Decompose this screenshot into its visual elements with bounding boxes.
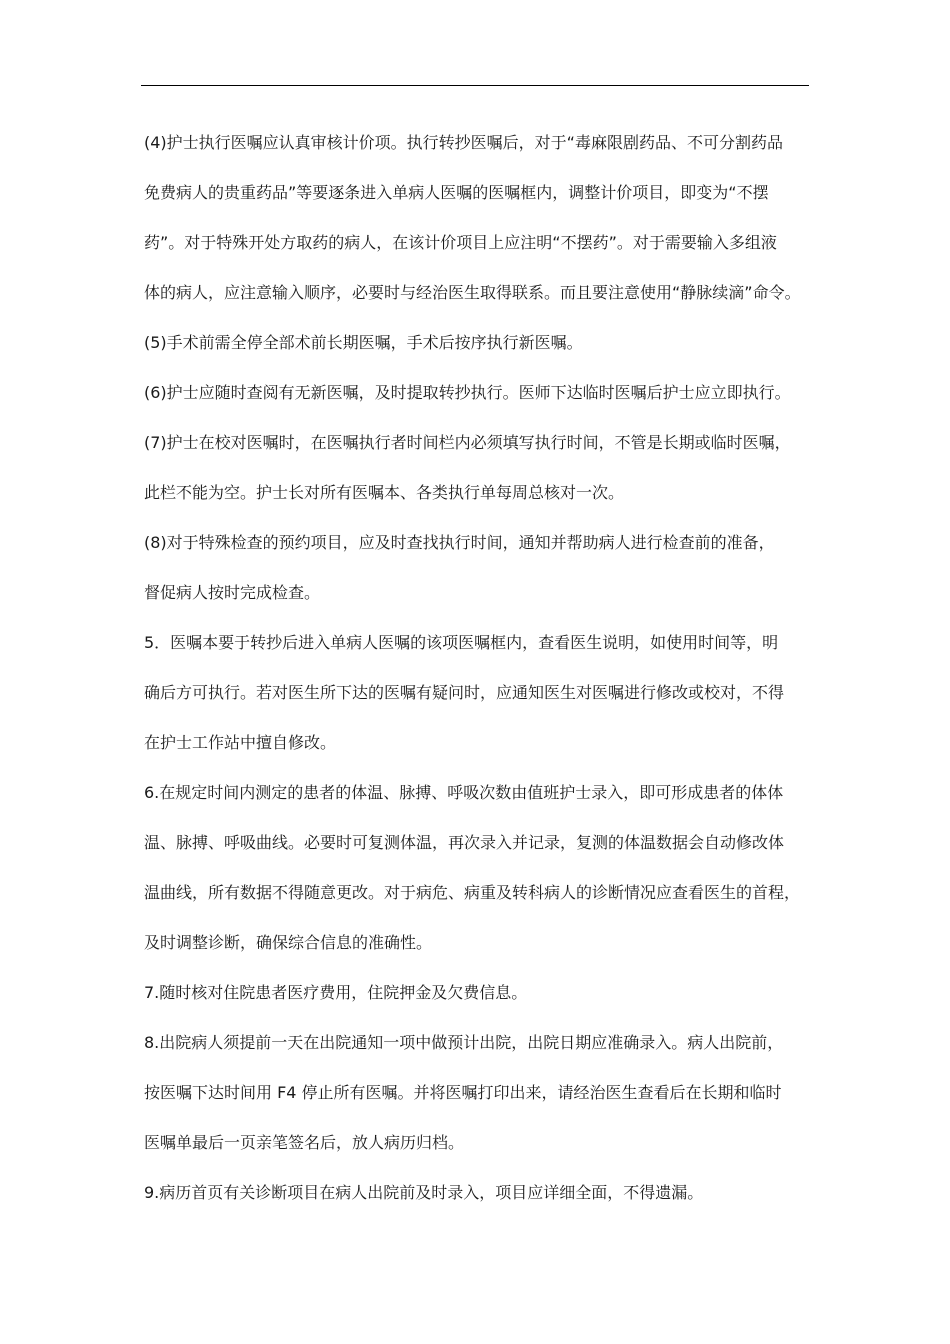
text-line: 温曲线，所有数据不得随意更改。对于病危、病重及转科病人的诊断情况应查看医生的首程， — [144, 883, 801, 902]
document-body — [144, 118, 812, 1218]
header-rule — [141, 85, 809, 86]
text-line: (6)护士应随时查阅有无新医嘱，及时提取转抄执行。医师下达临时医嘱后护士应立即执行。 — [144, 383, 791, 402]
text-line: 药”。对于特殊开处方取药的病人，在该计价项目上应注明“不摆药”。对于需要输入多组液 — [144, 233, 777, 252]
text-line: 温、脉搏、呼吸曲线。必要时可复测体温，再次录入并记录，复测的体温数据会自动修改体 — [144, 833, 785, 852]
text-line: 6.在规定时间内测定的患者的体温、脉搏、呼吸次数由值班护士录入，即可形成患者的体体 — [144, 783, 784, 802]
text-line: (4)护士执行医嘱应认真审核计价项。执行转抄医嘱后，对于“毒麻限剧药品、不可分割药品 — [144, 133, 783, 152]
text-line: 5．医嘱本要于转抄后进入单病人医嘱的该项医嘱框内，查看医生说明，如使用时间等，明 — [144, 633, 779, 652]
text-line: 及时调整诊断，确保综合信息的准确性。 — [144, 933, 433, 952]
text-line: 按医嘱下达时间用 F4 停止所有医嘱。并将医嘱打印出来，请经治医生查看后在长期和临时 — [144, 1083, 782, 1102]
text-line: 医嘱单最后一页亲笔签名后，放人病历归档。 — [144, 1133, 465, 1152]
text-line: 确后方可执行。若对医生所下达的医嘱有疑问时，应通知医生对医嘱进行修改或校对，不得 — [144, 683, 785, 702]
text-line: 8.出院病人须提前一天在出院通知一项中做预计出院，出院日期应准确录入。病人出院前， — [144, 1033, 784, 1052]
text-line: 9.病历首页有关诊断项目在病人出院前及时录入，项目应详细全面，不得遗漏。 — [144, 1183, 704, 1202]
text-line: (8)对于特殊检查的预约项目，应及时查找执行时间，通知并帮助病人进行检查前的准备， — [144, 533, 775, 552]
text-line: 督促病人按时完成检查。 — [144, 583, 321, 602]
text-line: 在护士工作站中擅自修改。 — [144, 733, 337, 752]
text-line: 此栏不能为空。护士长对所有医嘱本、各类执行单每周总核对一次。 — [144, 483, 625, 502]
text-line: (5)手术前需全停全部术前长期医嘱，手术后按序执行新医嘱。 — [144, 333, 583, 352]
text-line: 7.随时核对住院患者医疗费用，住院押金及欠费信息。 — [144, 983, 528, 1002]
text-line: (7)护士在校对医嘱时，在医嘱执行者时间栏内必须填写执行时间，不管是长期或临时医嘱， — [144, 433, 791, 452]
text-line: 免费病人的贵重药品”等要逐条进入单病人医嘱的医嘱框内，调整计价项目，即变为“不摆 — [144, 183, 769, 202]
text-line: 体的病人，应注意输入顺序，必要时与经治医生取得联系。而且要注意使用“静脉续滴”命令。 — [144, 283, 801, 302]
